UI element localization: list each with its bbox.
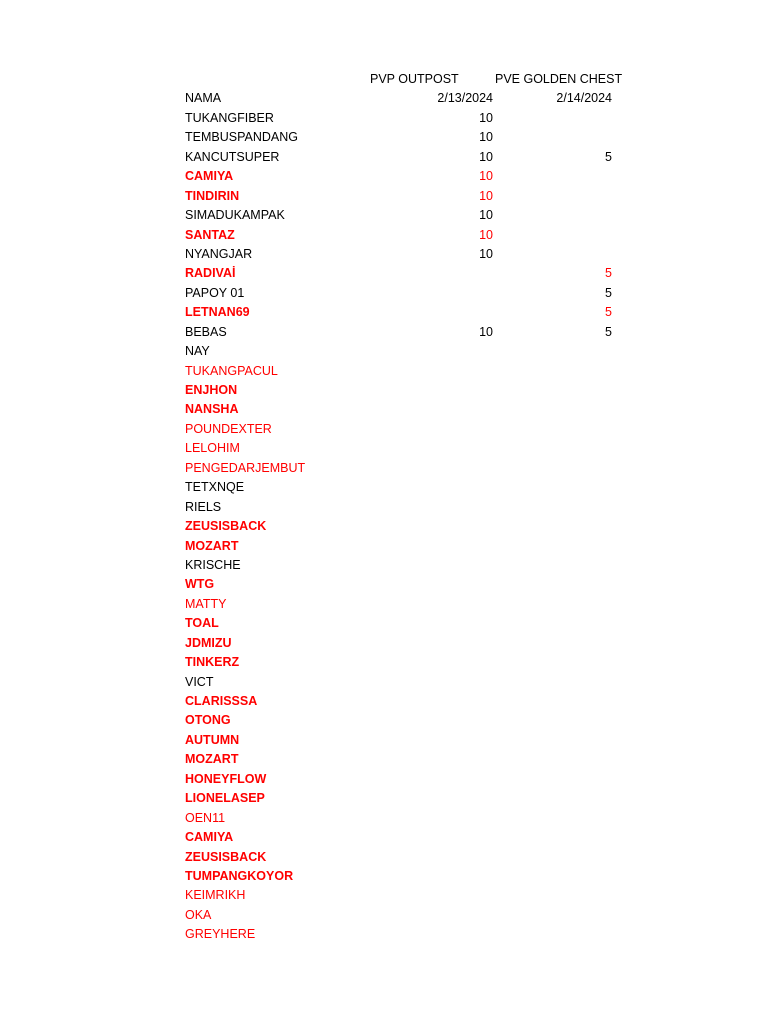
pvp-score: 10 [479,110,493,125]
pve-golden-chest-date: 2/14/2024 [556,91,612,106]
player-name: TEMBUSPANDANG [185,130,298,145]
player-name: SIMADUKAMPAK [185,208,285,223]
player-name: TINDIRIN [185,188,240,203]
player-name: GREYHERE [185,927,256,942]
table-row [185,867,625,886]
player-name: MOZART [185,538,239,553]
player-name: SANTAZ [185,227,235,242]
table-row [185,614,625,633]
pve-golden-chest-header: PVE GOLDEN CHEST [495,72,623,86]
table-row [185,653,625,672]
table-row [185,673,625,692]
table-row [185,770,625,789]
table-row [185,381,625,400]
player-name: NANSHA [185,402,239,417]
player-name: LELOHIM [185,441,240,456]
table-row [185,556,625,575]
pvp-score: 10 [479,208,493,223]
player-name: ZEUSISBACK [185,519,267,534]
player-name: MOZART [185,752,239,767]
pvp-score: 10 [479,324,493,339]
player-name: NYANGJAR [185,246,253,261]
table-row [185,750,625,769]
table-row [185,459,625,478]
table-row [185,439,625,458]
player-name: TETXNQE [185,480,245,495]
table-row [185,906,625,925]
spreadsheet [185,70,625,945]
player-name: PENGEDARJEMBUT [185,460,306,475]
table-row [185,167,625,186]
player-name: TUMPANGKOYOR [185,868,294,883]
table-row [185,789,625,808]
pvp-outpost-date: 2/13/2024 [437,91,493,106]
pve-score: 5 [605,285,612,300]
pvp-score: 10 [479,227,493,242]
player-name: WTG [185,577,215,592]
player-name: HONEYFLOW [185,771,267,786]
table-row [185,692,625,711]
pvp-score: 10 [479,169,493,184]
table-row [185,128,625,147]
player-name: OEN11 [185,810,226,825]
player-name: KEIMRIKH [185,888,246,903]
table-row [185,245,625,264]
pvp-outpost-header: PVP OUTPOST [370,72,459,86]
table-row [185,537,625,556]
player-name: AUTUMN [185,732,240,747]
table-row [185,284,625,303]
player-name: MATTY [185,596,227,611]
player-name: JDMIZU [185,635,232,650]
table-row [185,264,625,283]
name-column-label: NAMA [185,91,222,106]
table-row [185,575,625,594]
table-row [185,109,625,128]
table-row [185,828,625,847]
table-row [185,731,625,750]
table-row [185,362,625,381]
header-date-row [185,89,625,108]
table-row [185,323,625,342]
table-row [185,711,625,730]
player-name: NAY [185,344,210,359]
player-name: TOAL [185,616,219,631]
player-name: PAPOY 01 [185,285,245,300]
player-name: OTONG [185,713,231,728]
pve-score: 5 [605,324,612,339]
table-row [185,925,625,944]
table-row [185,809,625,828]
player-name: POUNDEXTER [185,421,272,436]
pve-score: 5 [605,266,612,281]
player-name: ZEUSISBACK [185,849,267,864]
table-row [185,400,625,419]
player-name: TINKERZ [185,655,240,670]
table-row [185,517,625,536]
pve-score: 5 [605,305,612,320]
player-name: VICT [185,674,214,689]
table-row [185,342,625,361]
table-row [185,595,625,614]
player-name: ENJHON [185,383,238,397]
table-row [185,226,625,245]
table-row [185,420,625,439]
player-name: KANCUTSUPER [185,149,280,164]
player-name: RADIVAİ [185,266,236,281]
player-name: RIELS [185,499,222,514]
pvp-score: 10 [479,246,493,261]
pvp-score: 10 [479,149,493,164]
pve-score: 5 [605,149,612,164]
table-row [185,478,625,497]
table-row [185,303,625,322]
player-name: TUKANGFIBER [185,110,274,125]
player-name: KRISCHE [185,557,241,572]
pvp-score: 10 [479,130,493,145]
player-name: CAMIYA [185,830,234,845]
table-row [185,634,625,653]
header-title-row [185,70,625,89]
table-row [185,206,625,225]
player-name: CLARISSSA [185,694,258,708]
player-name: TUKANGPACUL [185,363,278,378]
player-name: CAMIYA [185,169,234,184]
table-row [185,886,625,905]
player-name: OKA [185,907,212,922]
player-name: BEBAS [185,324,227,339]
pvp-score: 10 [479,188,493,203]
table-row [185,498,625,517]
table-row [185,148,625,167]
player-name: LIONELASEP [185,791,265,806]
table-row [185,187,625,206]
table-row [185,848,625,867]
player-name: LETNAN69 [185,305,250,320]
